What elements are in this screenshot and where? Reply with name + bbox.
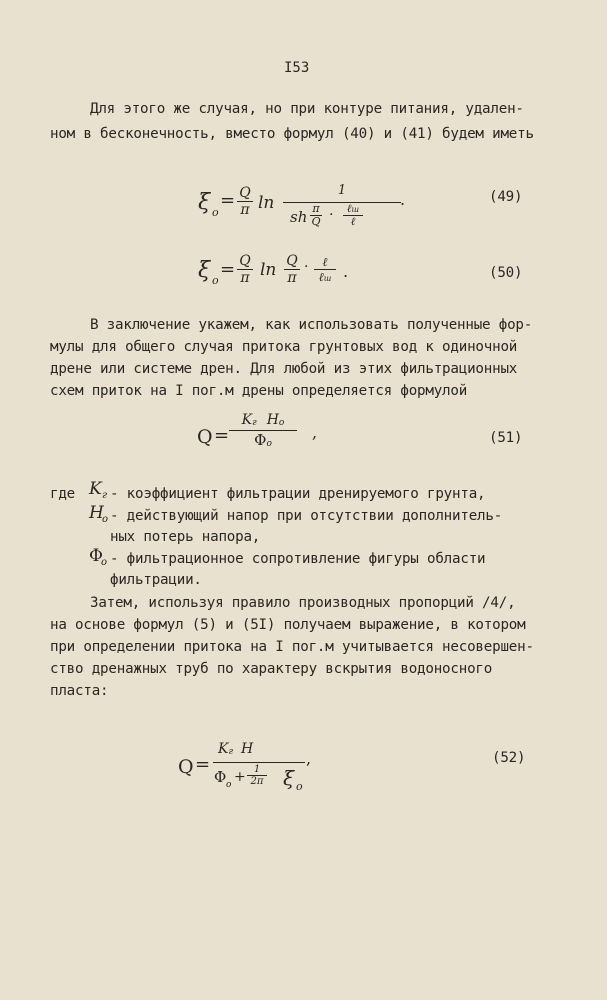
page-number: I53 bbox=[284, 60, 310, 76]
eq49-l-den: ℓ bbox=[350, 215, 356, 228]
where-phi-sub: o bbox=[101, 557, 108, 568]
eq49-sh: sh bbox=[290, 208, 308, 226]
eq50-frac3 bbox=[313, 255, 337, 284]
where-phi-text-2: фильтрации. bbox=[110, 572, 202, 588]
eq51-trail: , bbox=[312, 423, 318, 442]
eq51-lhs: Q bbox=[197, 426, 213, 448]
eq49-sh-num: π bbox=[312, 202, 320, 215]
where-label: где bbox=[50, 486, 76, 502]
eq49-number: (49) bbox=[489, 189, 523, 205]
eq49-lhs-sub: o bbox=[212, 206, 219, 219]
eq52-fraction-bar bbox=[213, 762, 305, 763]
eq50-ln: ln bbox=[260, 260, 277, 280]
eq52-numerator bbox=[218, 741, 253, 757]
where-k-symbol: K bbox=[89, 479, 102, 499]
eq50-frac3-den-sub: ш bbox=[323, 274, 332, 283]
eq52-num-k: K bbox=[218, 741, 229, 757]
para3-line-2: на основе формул (5) и (5I) получаем выражение, в котором bbox=[50, 617, 526, 633]
eq52-num-h: H bbox=[241, 741, 254, 757]
eq51-num-k: K bbox=[241, 412, 253, 428]
para2-line-2: мулы для общего случая притока грунтовых вод к одиночной bbox=[50, 339, 518, 355]
eq50-frac2-den: π bbox=[287, 270, 297, 286]
eq49-lhs: ξ bbox=[198, 190, 211, 215]
para2-line-4: схем приток на I пог.м дрены определяется формулой bbox=[50, 383, 468, 399]
eq51-den-sub: o bbox=[266, 439, 272, 449]
where-h-symbol: H bbox=[89, 503, 104, 523]
eq52-number: (52) bbox=[492, 750, 526, 766]
where-k-text: - коэффициент фильтрации дренируемого грунта, bbox=[110, 486, 486, 502]
eq50-frac3-den bbox=[319, 270, 332, 284]
eq51-fraction bbox=[228, 412, 298, 449]
eq49-frac-den: π bbox=[240, 202, 250, 218]
eq51-num-h: H bbox=[266, 412, 279, 428]
eq50-equals: = bbox=[220, 259, 236, 280]
eq52-small-frac bbox=[246, 764, 268, 787]
eq49-ln: ln bbox=[258, 193, 275, 213]
para3-line-3: при определении притока на I пог.м учитывается несовершен- bbox=[50, 639, 534, 655]
eq49-dot: · bbox=[329, 207, 334, 223]
eq49-main-fraction bbox=[282, 182, 402, 203]
eq49-l-sh: ℓ bbox=[346, 202, 352, 215]
eq52-xi-sub: o bbox=[296, 780, 303, 793]
eq51-numerator bbox=[242, 412, 285, 428]
para2-line-1: В заключение укажем, как использовать полученные фор- bbox=[90, 317, 533, 333]
eq51-num-h-sub: o bbox=[278, 418, 285, 428]
eq52-small-den: 2π bbox=[250, 776, 264, 787]
eq52-xi: ξ bbox=[283, 766, 295, 790]
eq49-l-sh-sub: ш bbox=[351, 205, 360, 214]
eq51-denominator bbox=[254, 431, 272, 449]
eq52-num-k-sub: г bbox=[228, 747, 234, 757]
eq49-one: 1 bbox=[337, 183, 347, 198]
eq50-frac2-num: Q bbox=[286, 253, 298, 269]
eq49-l-num bbox=[347, 203, 359, 215]
eq49-sh-den: Q bbox=[311, 215, 321, 228]
where-h-sub: o bbox=[102, 514, 109, 525]
eq52-plus: + bbox=[234, 769, 246, 785]
eq51-den-phi: Φ bbox=[254, 431, 267, 449]
eq50-trail: . bbox=[343, 262, 349, 281]
para3-line-1: Затем, используя правило производных пропорций /4/, bbox=[90, 595, 516, 611]
where-h-text-2: ных потерь напора, bbox=[110, 529, 261, 545]
eq50-frac-den: π bbox=[240, 270, 250, 286]
eq50-lhs-sub: o bbox=[212, 274, 219, 287]
eq50-frac-num: Q bbox=[239, 253, 251, 269]
eq50-frac3-den-l: ℓ bbox=[318, 270, 324, 284]
eq49-frac-num: Q bbox=[239, 185, 251, 201]
eq52-equals: = bbox=[195, 754, 211, 775]
eq49-sh-frac bbox=[309, 203, 323, 228]
eq49-equals: = bbox=[220, 190, 236, 211]
eq49-l-frac bbox=[342, 203, 364, 228]
where-k-sub: г bbox=[102, 490, 108, 501]
eq52-trail: , bbox=[306, 749, 312, 768]
eq52-lhs: Q bbox=[178, 756, 194, 778]
para2-line-3: дрене или системе дрен. Для любой из этих фильтрационных bbox=[50, 361, 518, 377]
eq50-dot: · bbox=[304, 259, 309, 275]
eq51-number: (51) bbox=[489, 430, 523, 446]
eq50-frac-q-pi bbox=[236, 254, 254, 286]
eq50-frac3-num: ℓ bbox=[322, 255, 328, 269]
eq50-frac2 bbox=[283, 254, 301, 286]
eq51-equals: = bbox=[214, 425, 230, 446]
eq50-number: (50) bbox=[489, 265, 523, 281]
para1-line-1: Для этого же случая, но при контуре питания, удален- bbox=[90, 101, 524, 117]
eq49-trail: . bbox=[400, 190, 406, 209]
para1-line-2: ном в бесконечность, вместо формул (40) и (41) будем иметь bbox=[50, 126, 534, 142]
eq50-lhs: ξ bbox=[198, 258, 211, 283]
eq52-den-phi-sub: o bbox=[226, 780, 232, 790]
eq52-small-num: 1 bbox=[253, 764, 261, 775]
where-phi-text-1: - фильтрационное сопротивление фигуры области bbox=[110, 551, 486, 567]
eq49-frac-q-pi bbox=[236, 186, 254, 218]
eq51-num-k-sub: г bbox=[252, 418, 257, 428]
where-h-text-1: - действующий напор при отсутствии дополнитель- bbox=[110, 508, 503, 524]
where-phi-symbol: Φ bbox=[89, 546, 103, 566]
para3-line-4: ство дренажных труб по характеру вскрытия водоносного bbox=[50, 661, 493, 677]
eq52-den-phi: Φ bbox=[214, 768, 227, 786]
para3-line-5: пласта: bbox=[50, 683, 109, 699]
